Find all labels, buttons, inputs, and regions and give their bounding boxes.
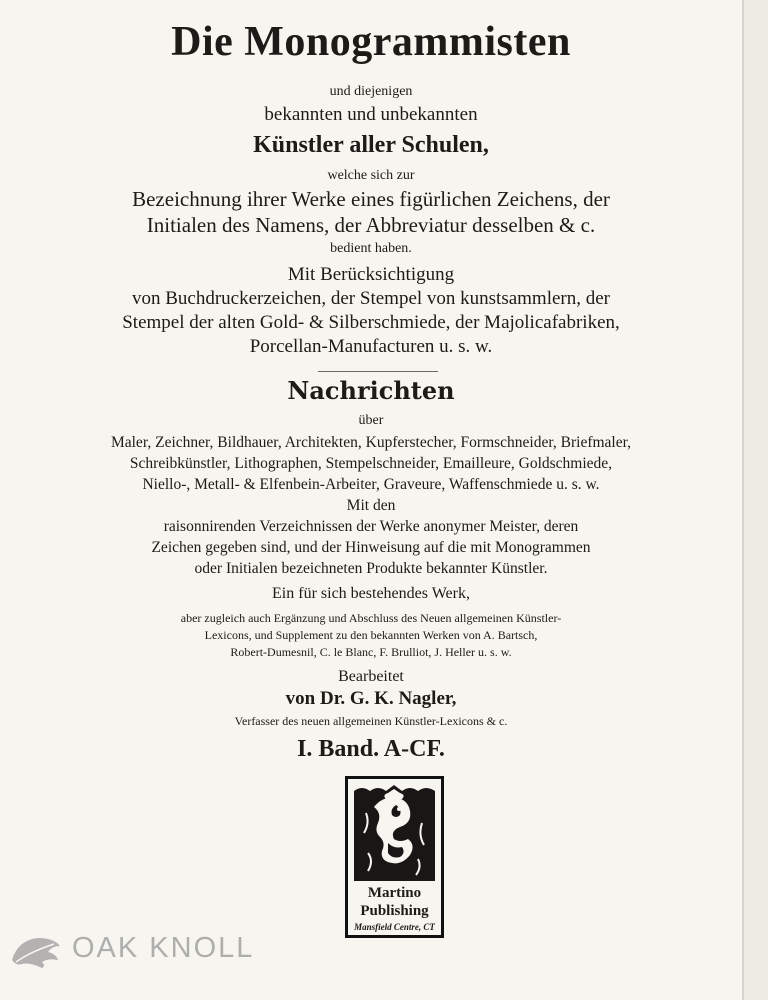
subtitle-line-8: Mit Berücksichtigung: [287, 264, 455, 285]
author-description: Verfasser des neuen allgemeinen Künstler-Lexicons & c.: [234, 714, 508, 728]
body-line-1: Maler, Zeichner, Bildhauer, Architekten, Kupferstecher, Formschneider, Briefmaler,: [110, 434, 632, 451]
subtitle-line-5: Bezeichnung ihrer Werke eines figürlichen Zeichens, der: [132, 187, 610, 211]
werk-line: Ein für sich bestehendes Werk,: [272, 585, 470, 602]
subtitle-line-9: von Buchdruckerzeichen, der Stempel von kunstsammlern, der: [131, 288, 611, 309]
page-edge: [744, 0, 768, 1000]
publisher-logo: [345, 776, 444, 938]
note-line-3: Robert-Dumesnil, C. le Blanc, F. Brulliot, J. Heller u. s. w.: [230, 645, 512, 659]
volume-label: I. Band. A-CF.: [297, 736, 445, 762]
subtitle-line-4: welche sich zur: [327, 168, 415, 183]
note-line-2: Lexicons, und Supplement zu den bekannten Werken von A. Bartsch,: [204, 628, 538, 642]
watermark: [8, 932, 258, 970]
body-line-5: raisonnirenden Verzeichnissen der Werke anonymer Meister, deren: [163, 518, 579, 535]
subtitle-line-3: Künstler aller Schulen,: [253, 132, 489, 158]
body-line-7: oder Initialen bezeichneten Produkte bekannter Künstler.: [194, 560, 548, 577]
subtitle-line-10: Stempel der alten Gold- & Silberschmiede, der Majolicafabriken,: [122, 312, 620, 333]
publisher-place: Mansfield Centre, CT: [354, 922, 435, 932]
body-line-2: Schreibkünstler, Lithographen, Stempelschneider, Emailleure, Goldschmiede,: [129, 455, 613, 472]
body-line-3: Niello-, Metall- & Elfenbein-Arbeiter, Graveure, Waffenschmiede u. s. w.: [142, 476, 600, 493]
book-title: Die Monogrammisten: [171, 19, 571, 65]
oak-leaf-icon: [8, 932, 64, 968]
subtitle-line-1: und diejenigen: [329, 84, 413, 99]
watermark-text: OAK KNOLL: [72, 932, 255, 964]
author-name: von Dr. G. K. Nagler,: [285, 688, 457, 709]
nachrichten-heading: Nachrichten: [287, 376, 455, 405]
body-line-4: Mit den: [346, 497, 396, 514]
seahorse-emblem-icon: [352, 783, 437, 883]
publisher-name-line-2: Publishing: [360, 903, 429, 919]
subtitle-line-7: bedient haben.: [330, 241, 412, 256]
note-line-1: aber zugleich auch Ergänzung und Abschluss des Neuen allgemeinen Künstler-: [180, 611, 562, 625]
subtitle-line-6: Initialen des Namens, der Abbreviatur desselben & c.: [146, 213, 596, 237]
subtitle-line-11: Porcellan-Manufacturen u. s. w.: [249, 336, 493, 357]
ueber-text: über: [358, 413, 384, 428]
publisher-name-line-1: Martino: [367, 885, 422, 901]
body-line-6: Zeichen gegeben sind, und der Hinweisung auf die mit Monogrammen: [151, 539, 591, 556]
divider-rule: [318, 371, 438, 372]
subtitle-line-2: bekannten und unbekannten: [264, 104, 478, 125]
bearbeitet-text: Bearbeitet: [338, 668, 404, 685]
